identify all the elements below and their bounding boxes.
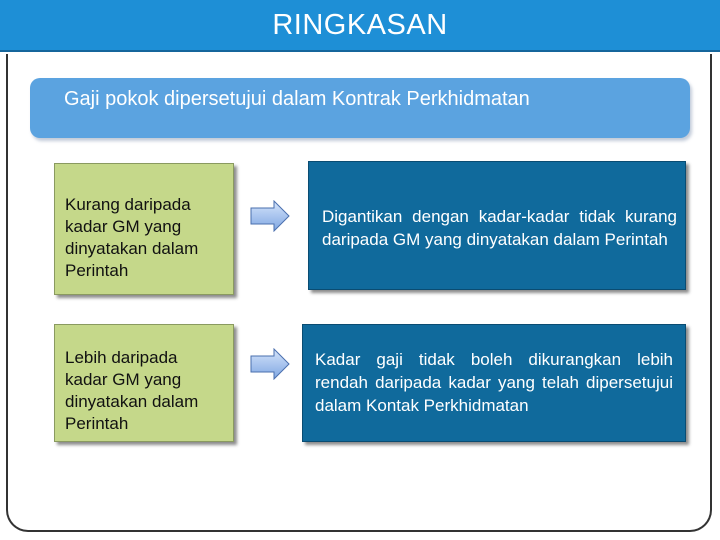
outcome-text-1: Digantikan dengan kadar-kadar tidak kurang daripada GM yang dinyatakan dalam Perintah <box>322 207 677 249</box>
condition-box-1 <box>54 163 234 295</box>
outcome-box-2 <box>302 324 686 442</box>
outcome-box-1 <box>308 161 686 290</box>
banner-text: Gaji pokok dipersetujui dalam Kontrak Perkhidmatan <box>64 88 530 110</box>
title-bar <box>0 0 720 52</box>
right-arrow-icon <box>250 200 290 232</box>
condition-box-2 <box>54 324 234 442</box>
condition-text-1: Kurang daripada kadar GM yang dinyatakan dalam Perintah <box>65 195 199 280</box>
page-title: RINGKASAN <box>272 8 448 41</box>
right-arrow-icon <box>250 348 290 380</box>
summary-banner <box>30 78 690 138</box>
condition-text-2: Lebih daripada kadar GM yang dinyatakan dalam Perintah <box>65 348 199 433</box>
outcome-text-2: Kadar gaji tidak boleh dikurangkan lebih rendah daripada kadar yang telah dipersetujui dalam Kontak Perkhidmatan <box>315 350 673 415</box>
